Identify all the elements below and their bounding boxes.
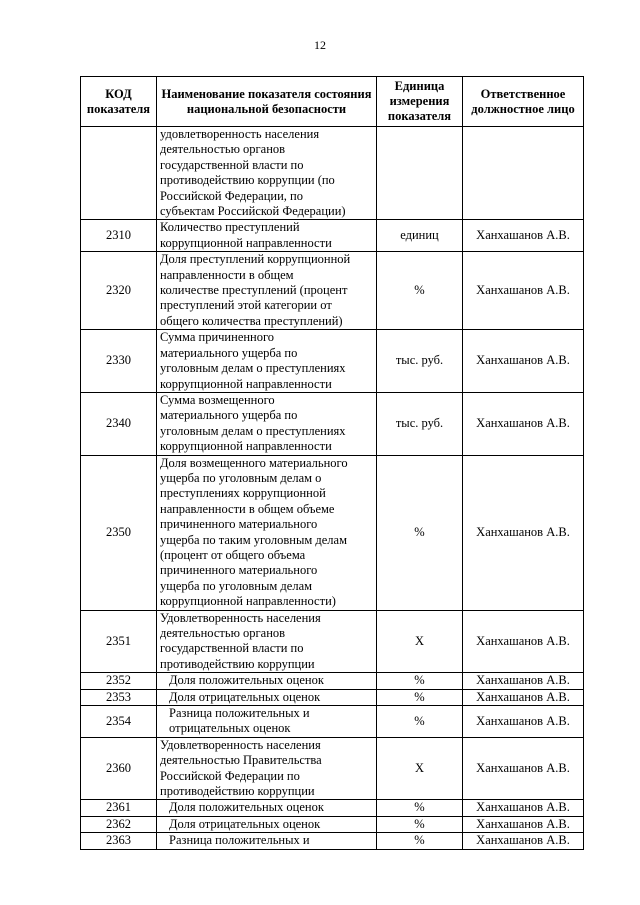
name-line: направленности в общем объеме (160, 501, 335, 516)
header-code: КОД показателя (81, 77, 157, 127)
table-cell-responsible: Ханхашанов А.В. (463, 392, 584, 455)
table-cell-unit: % (377, 673, 463, 689)
name-line: ущерба по уголовным делам (160, 578, 313, 593)
table-cell-unit: X (377, 737, 463, 800)
table-cell-unit: % (377, 689, 463, 705)
table-cell-code: 2340 (81, 392, 157, 455)
table-cell-code: 2320 (81, 252, 157, 330)
name-line: Удовлетворенность населения (160, 737, 321, 752)
table-cell-code: 2361 (81, 800, 157, 816)
table-row (81, 455, 584, 610)
table-cell-name (157, 833, 377, 849)
name-line: Разница положительных и (169, 706, 310, 721)
table-header-row (81, 77, 584, 127)
table-cell-responsible: Ханхашанов А.В. (463, 706, 584, 738)
name-line: количестве преступлений (процент (160, 283, 348, 298)
table-cell-code: 2352 (81, 673, 157, 689)
indicators-table (80, 76, 584, 850)
table-cell-code: 2351 (81, 610, 157, 673)
table-cell-unit: тыс. руб. (377, 392, 463, 455)
table-cell-unit: % (377, 800, 463, 816)
table-row (81, 330, 584, 393)
name-line: причиненного материального (160, 563, 318, 578)
name-line: уголовным делам о преступлениях (160, 361, 346, 376)
table-cell-responsible: Ханхашанов А.В. (463, 816, 584, 832)
table-cell-unit: % (377, 455, 463, 610)
table-cell-responsible: Ханхашанов А.В. (463, 737, 584, 800)
table-cell-name (157, 330, 377, 393)
name-line: противодействию коррупции (по (160, 173, 335, 188)
table-row (81, 737, 584, 800)
table-cell-unit: % (377, 816, 463, 832)
table-cell-name (157, 252, 377, 330)
name-line: субъектам Российской Федерации) (160, 204, 346, 219)
name-line: уголовным делам о преступлениях (160, 423, 346, 438)
table-cell-unit: единиц (377, 220, 463, 252)
name-line: направленности в общем (160, 267, 294, 282)
name-line: Удовлетворенность населения (160, 610, 321, 625)
table-cell-responsible: Ханхашанов А.В. (463, 833, 584, 849)
table-row (81, 673, 584, 689)
name-line: материального ущерба по (160, 408, 298, 423)
table-cell-code: 2350 (81, 455, 157, 610)
name-line: противодействию коррупции (160, 784, 315, 799)
name-line: государственной власти по (160, 641, 304, 656)
table-row (81, 833, 584, 849)
name-line: ущерба по таким уголовным делам (160, 532, 347, 547)
name-line: Разница положительных и (169, 833, 310, 848)
name-line: Сумма причиненного (160, 330, 275, 345)
header-unit: Единица измерения показателя (377, 77, 463, 127)
name-line: удовлетворенность населения (160, 127, 320, 141)
table-cell-unit: X (377, 610, 463, 673)
table-cell-name (157, 706, 377, 738)
table-cell-unit: тыс. руб. (377, 330, 463, 393)
table-cell-code: 2310 (81, 220, 157, 252)
table-cell-name (157, 220, 377, 252)
name-line: деятельностью органов (160, 142, 286, 157)
table-row (81, 392, 584, 455)
table-cell-unit: % (377, 833, 463, 849)
table-cell-code: 2363 (81, 833, 157, 849)
name-line: Доля положительных оценок (169, 800, 324, 815)
table-cell-code: 2360 (81, 737, 157, 800)
table-cell-responsible: Ханхашанов А.В. (463, 610, 584, 673)
table-row (81, 220, 584, 252)
continuation-row (81, 127, 584, 220)
table-cell-responsible: Ханхашанов А.В. (463, 673, 584, 689)
table-cell-unit: % (377, 706, 463, 738)
table-row (81, 706, 584, 738)
table-cell-code: 2354 (81, 706, 157, 738)
table-cell-responsible: Ханхашанов А.В. (463, 689, 584, 705)
name-line: деятельностью Правительства (160, 753, 322, 768)
table-cell-responsible: Ханхашанов А.В. (463, 220, 584, 252)
name-line: Доля возмещенного материального (160, 455, 348, 470)
table-cell-name (157, 689, 377, 705)
name-line: Количество преступлений (160, 220, 300, 235)
table-cell-code: 2330 (81, 330, 157, 393)
name-line: Доля отрицательных оценок (169, 816, 321, 831)
table-row (81, 816, 584, 832)
header-name: Наименование показателя состояния национальной безопасности (157, 77, 377, 127)
name-line: коррупционной направленности) (160, 594, 336, 609)
table-cell-name (157, 800, 377, 816)
table-cell-name (157, 392, 377, 455)
name-line: (процент от общего объема (160, 547, 306, 562)
table-cell-code (81, 127, 157, 220)
table-cell-name (157, 610, 377, 673)
name-line: преступлениях коррупционной (160, 486, 326, 501)
table-cell-responsible: Ханхашанов А.В. (463, 800, 584, 816)
name-line: коррупционной направленности (160, 439, 332, 454)
name-line: Доля положительных оценок (169, 673, 324, 688)
header-responsible: Ответственное должностное лицо (463, 77, 584, 127)
table-row (81, 610, 584, 673)
name-line: Сумма возмещенного (160, 392, 275, 407)
name-line: государственной власти по (160, 157, 304, 172)
table-cell-name (157, 673, 377, 689)
table-cell-code: 2362 (81, 816, 157, 832)
table-row (81, 252, 584, 330)
table-cell-unit (377, 127, 463, 220)
name-line: Российской Федерации, по (160, 188, 303, 203)
table-row (81, 800, 584, 816)
table-cell-responsible: Ханхашанов А.В. (463, 330, 584, 393)
page-number: 12 (314, 38, 326, 52)
name-line: общего количества преступлений) (160, 313, 343, 328)
name-line: ущерба по уголовным делам о (160, 470, 322, 485)
table-cell-responsible: Ханхашанов А.В. (463, 252, 584, 330)
name-line: причиненного материального (160, 517, 318, 532)
name-line: противодействию коррупции (160, 656, 315, 671)
name-line: преступлений этой категории от (160, 298, 332, 313)
table-cell-unit: % (377, 252, 463, 330)
name-line: отрицательных оценок (169, 721, 291, 736)
table-cell-name (157, 816, 377, 832)
table-row (81, 689, 584, 705)
table-cell-responsible: Ханхашанов А.В. (463, 455, 584, 610)
name-line: коррупционной направленности (160, 235, 332, 250)
name-line: деятельностью органов (160, 626, 286, 640)
name-line: Доля преступлений коррупционной (160, 252, 351, 267)
table-cell-responsible (463, 127, 584, 220)
table-cell-name (157, 737, 377, 800)
name-line: коррупционной направленности (160, 376, 332, 391)
table-cell-name (157, 455, 377, 610)
name-line: Доля отрицательных оценок (169, 689, 321, 704)
name-line: Российской Федерации по (160, 768, 300, 783)
table-cell-name (157, 127, 377, 220)
table-cell-code: 2353 (81, 689, 157, 705)
name-line: материального ущерба по (160, 345, 298, 360)
